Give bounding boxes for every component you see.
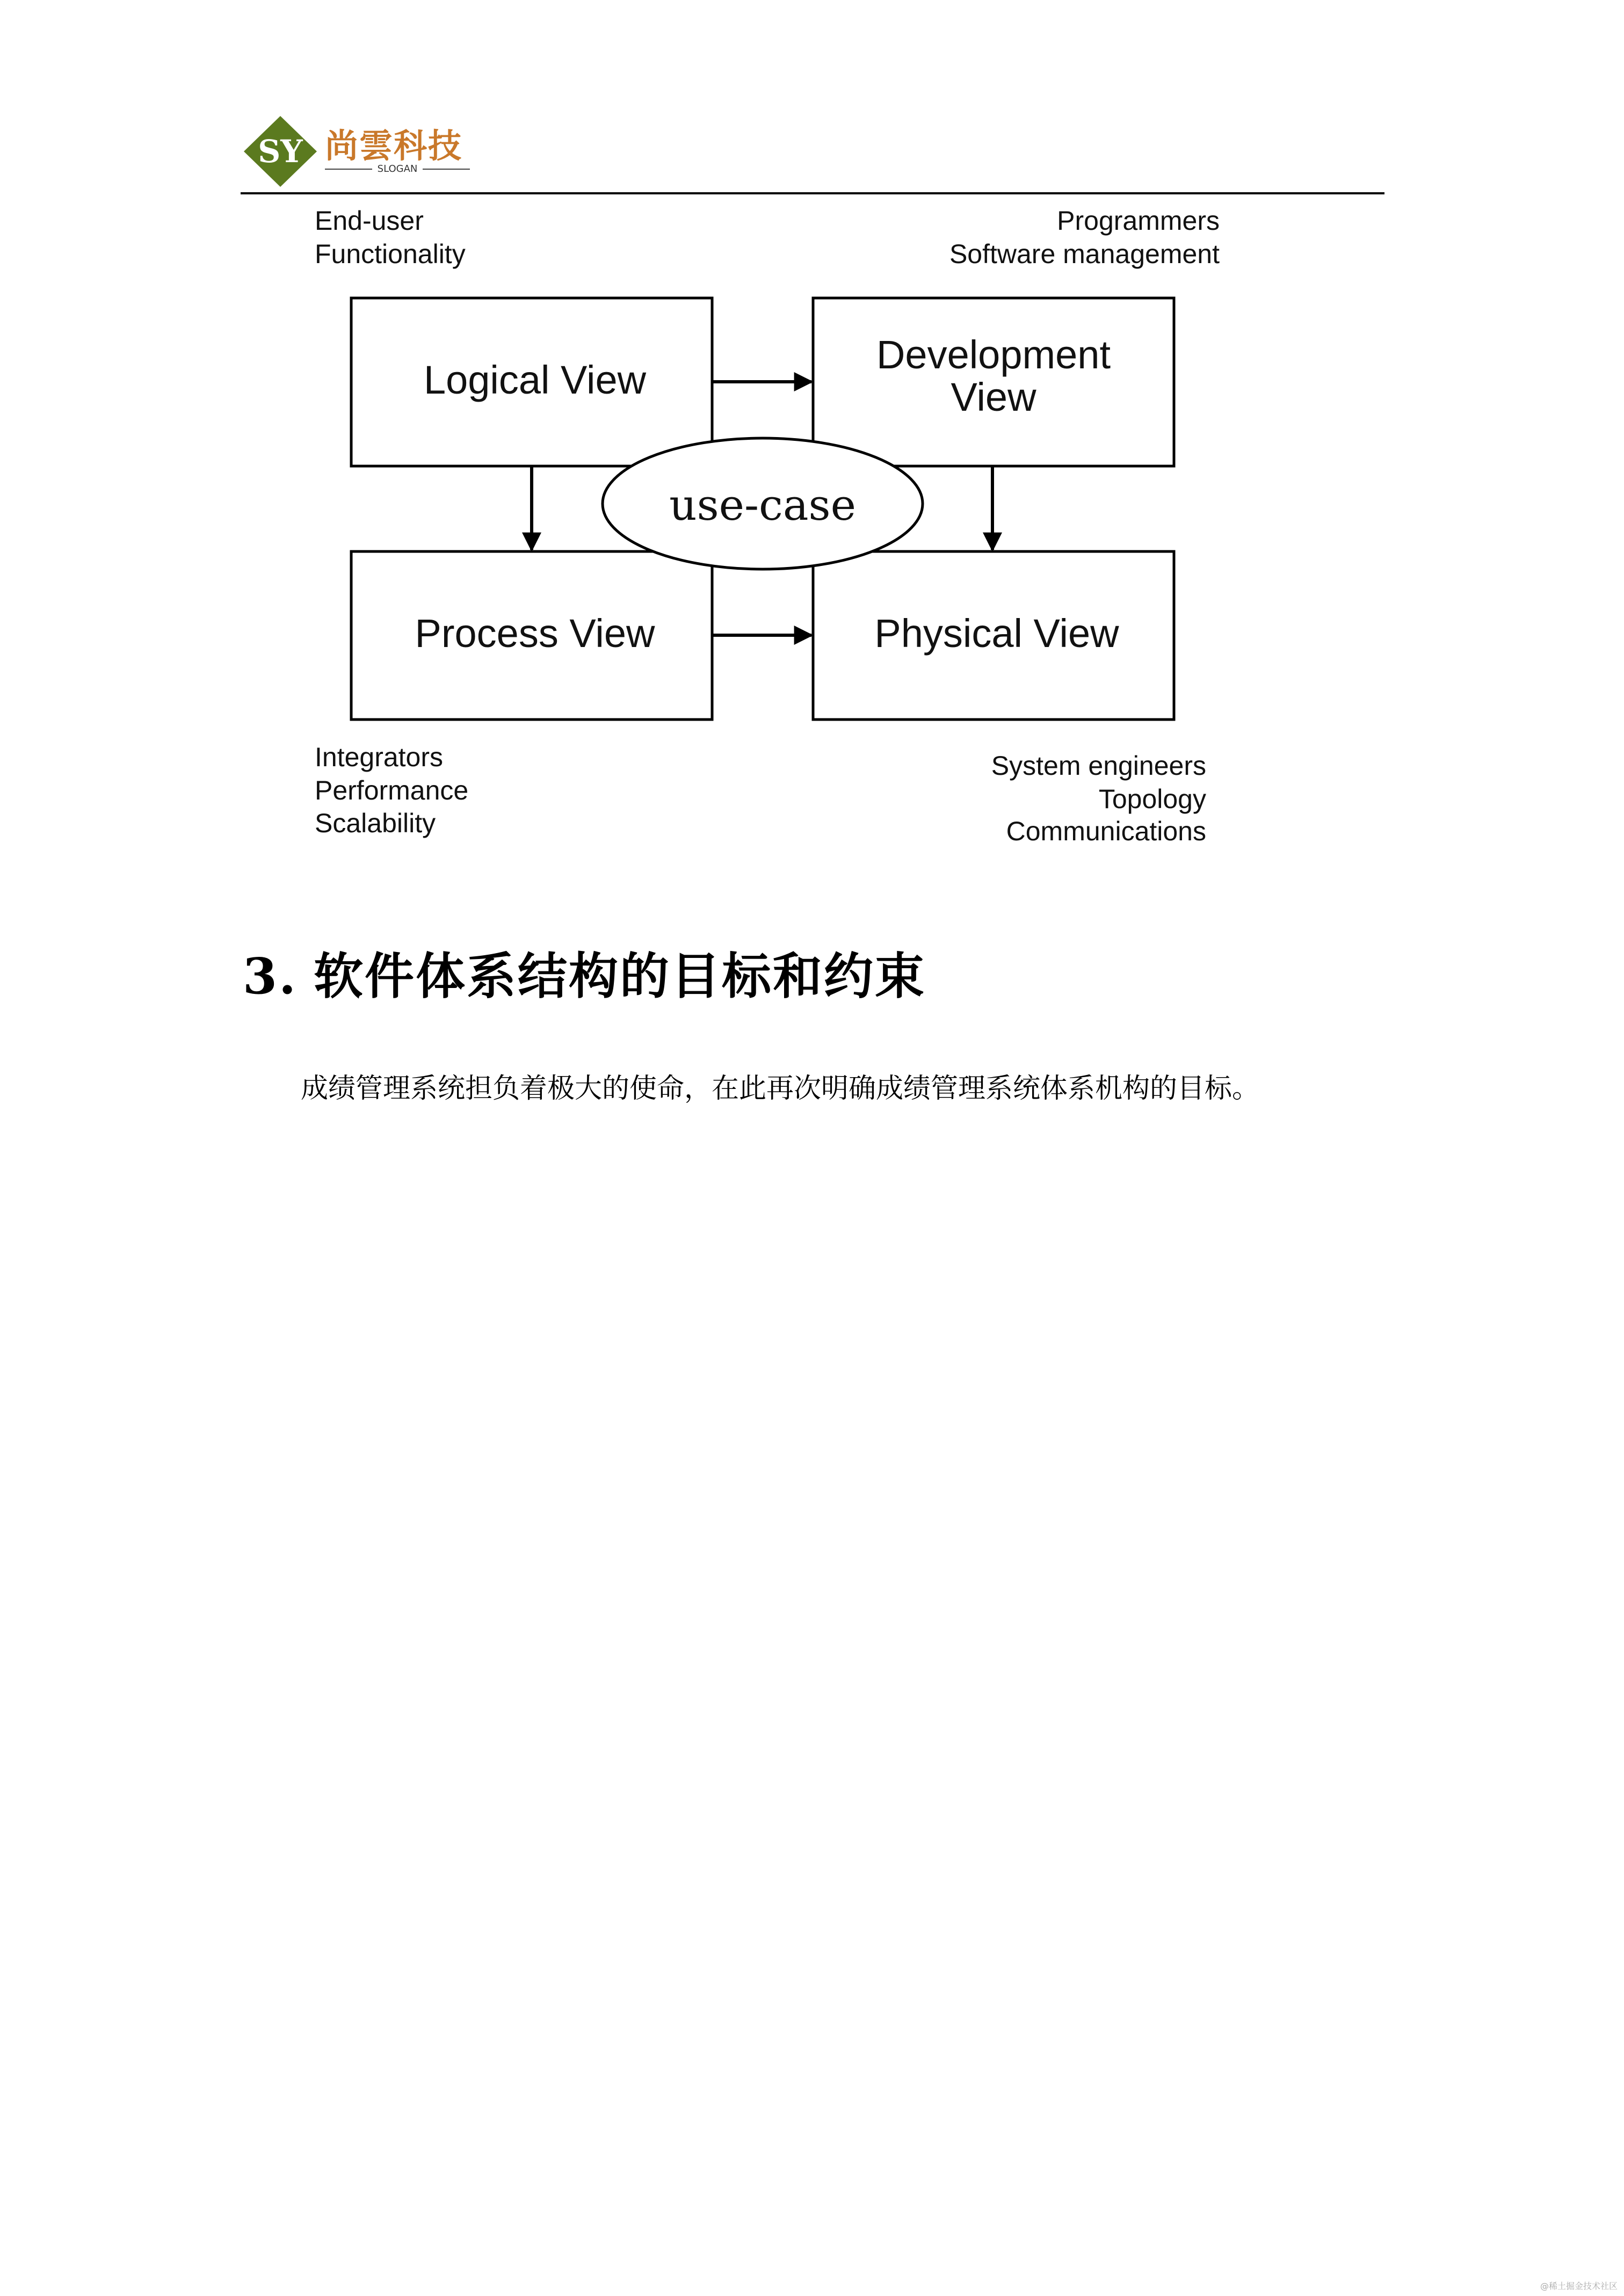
- note-bottom-right-1: System engineers: [991, 751, 1206, 781]
- logo-slogan: [325, 163, 470, 175]
- architecture-views-diagram: [299, 199, 1238, 870]
- note-top-left-2: Functionality: [315, 239, 466, 269]
- physical-view-label: Physical View: [874, 611, 1119, 656]
- logical-view-label: Logical View: [423, 358, 647, 402]
- logo-slogan-text: SLOGAN: [377, 163, 418, 175]
- use-case-label: use-case: [669, 480, 856, 530]
- logo-mark: SY: [258, 133, 303, 170]
- slogan-rule-right: [423, 169, 470, 170]
- footer-watermark: @稀土掘金技术社区: [1540, 2281, 1618, 2291]
- company-logo: [242, 114, 478, 189]
- section-heading: [243, 937, 926, 1008]
- header-divider: [241, 192, 1384, 194]
- note-top-right-2: Software management: [949, 239, 1220, 269]
- note-top-left-1: End-user: [315, 206, 424, 236]
- note-bottom-right-2: Topology: [1098, 784, 1206, 814]
- note-bottom-left-2: Performance: [315, 775, 469, 805]
- body-paragraph: 成绩管理系统担负着极大的使命，在此再次明确成绩管理系统体系机构的目标。: [301, 1073, 1260, 1105]
- process-view-label: Process View: [415, 611, 655, 656]
- note-bottom-right-3: Communications: [1006, 816, 1206, 846]
- development-view-label-2: View: [951, 375, 1036, 419]
- development-view-label-1: Development: [876, 332, 1111, 377]
- logo-company-name: 尚雲科技: [325, 126, 463, 165]
- section-title: 软件体系结构的目标和约束: [314, 948, 926, 1005]
- slogan-rule-left: [325, 169, 372, 170]
- note-bottom-left-3: Scalability: [315, 808, 436, 838]
- note-top-right-1: Programmers: [1057, 206, 1220, 236]
- section-number: 3.: [243, 947, 298, 1005]
- logo-diamond-icon: [242, 114, 328, 189]
- note-bottom-left-1: Integrators: [315, 742, 444, 772]
